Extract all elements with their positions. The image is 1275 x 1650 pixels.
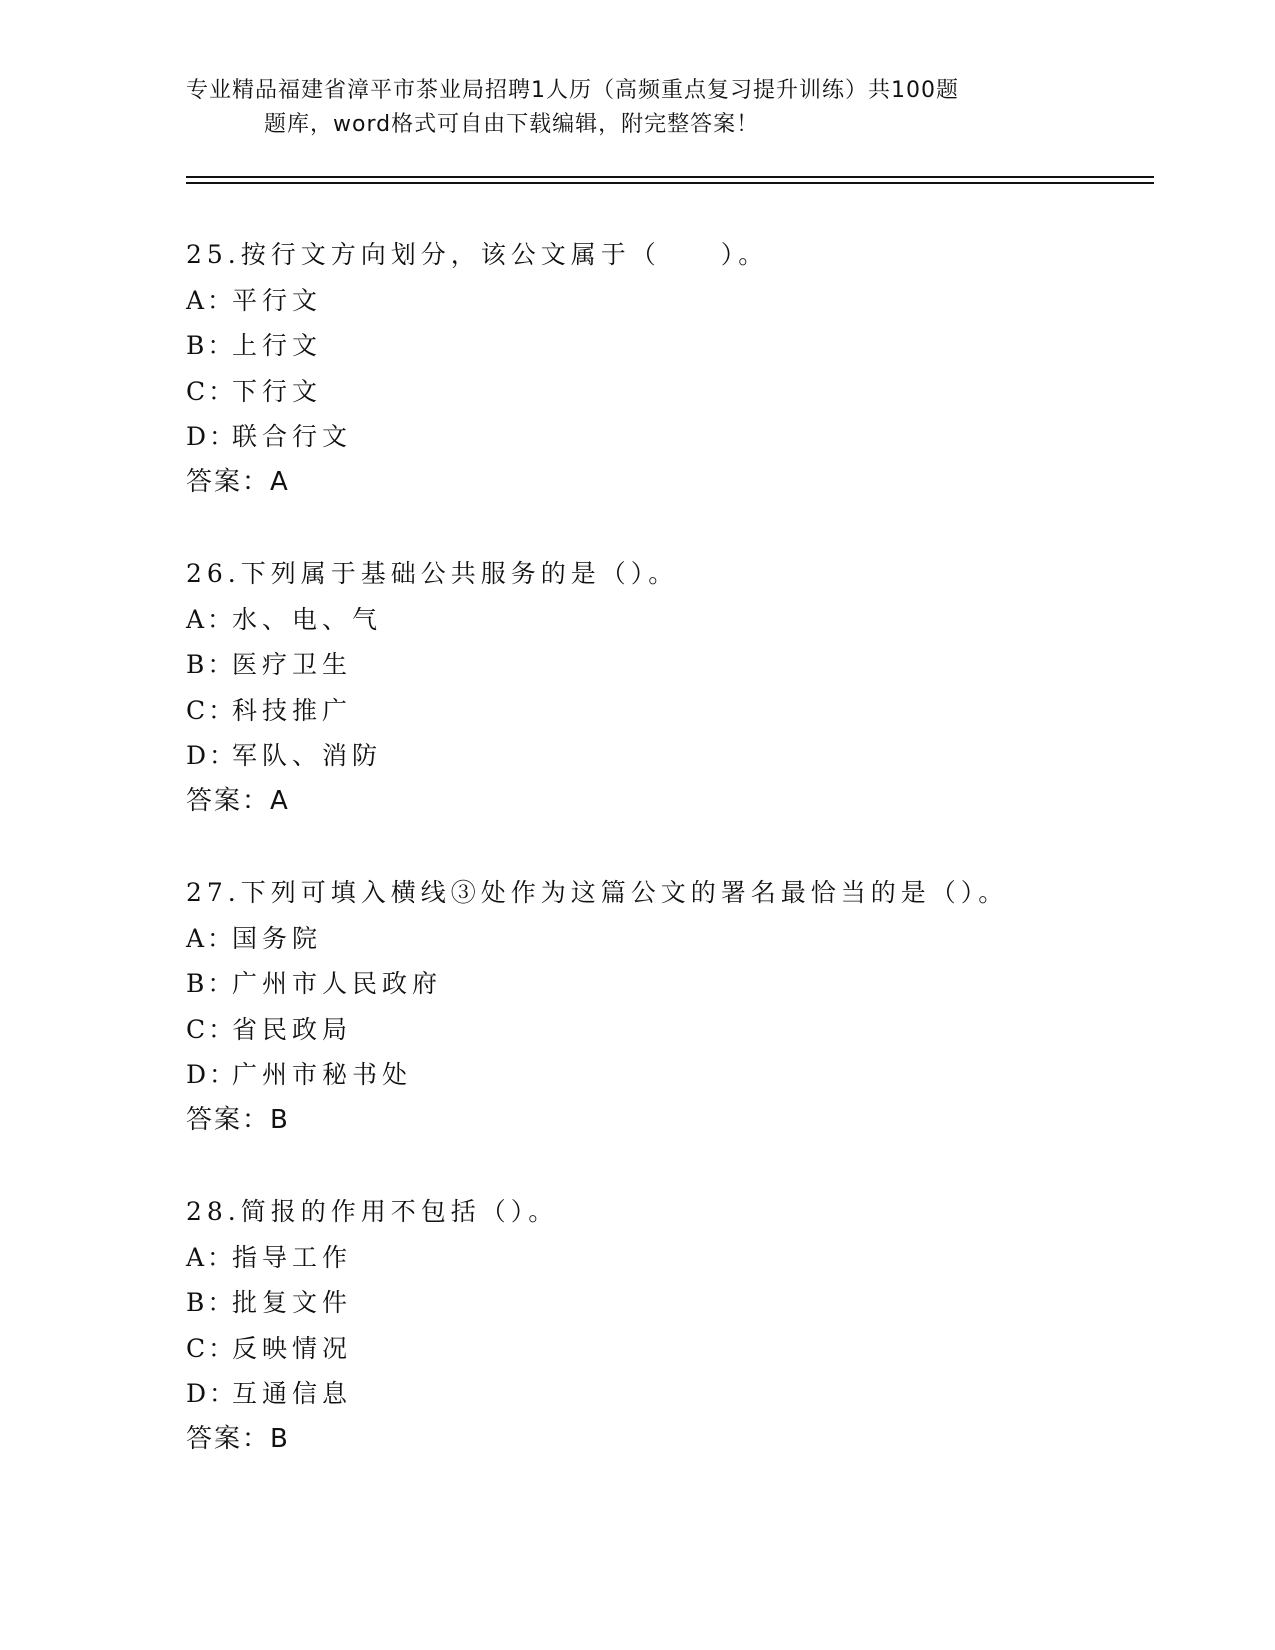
question-stem: 26.下列属于基础公共服务的是（）。 <box>186 559 679 588</box>
answer-line: 答案：B <box>186 1423 290 1454</box>
option-text: 下行文 <box>232 376 323 406</box>
answer-line: 答案：B <box>186 1104 290 1135</box>
option-text: 军队、消防 <box>232 741 383 770</box>
option-label: A： <box>186 604 236 634</box>
question-25 <box>186 232 1126 551</box>
option-a <box>186 278 1126 324</box>
header-divider-top <box>186 176 1154 178</box>
option-label: D： <box>186 741 238 770</box>
option-d <box>186 414 1126 460</box>
question-stem: 28.简报的作用不包括（）。 <box>186 1197 559 1226</box>
question-stem: 25.按行文方向划分，该公文属于（ ）。 <box>186 240 769 269</box>
option-text: 批复文件 <box>232 1288 353 1317</box>
option-b <box>186 1280 1126 1326</box>
option-text: 互通信息 <box>232 1379 353 1408</box>
option-text: 国务院 <box>232 923 323 953</box>
answer-line: 答案：A <box>186 466 290 497</box>
option-b <box>186 642 1126 688</box>
option-c <box>186 369 1126 415</box>
option-label: D： <box>186 1060 238 1089</box>
option-label: B： <box>186 650 236 679</box>
option-label: A： <box>186 923 236 953</box>
option-text: 医疗卫生 <box>232 650 353 679</box>
option-label: D： <box>186 422 238 451</box>
option-label: C： <box>186 376 237 406</box>
document-header <box>186 74 1046 142</box>
header-title-line-1: 专业精品福建省漳平市茶业局招聘1人历（高频重点复习提升训练）共100题 <box>186 78 959 103</box>
option-a <box>186 1235 1126 1281</box>
option-d <box>186 1371 1126 1417</box>
option-text: 省民政局 <box>232 1014 353 1044</box>
option-b <box>186 323 1126 369</box>
option-a <box>186 916 1126 962</box>
header-title-line-2: 题库，word格式可自由下载编辑，附完整答案！ <box>264 112 760 137</box>
option-text: 科技推广 <box>232 695 353 725</box>
option-c <box>186 1007 1126 1053</box>
option-c <box>186 1326 1126 1372</box>
option-b <box>186 961 1126 1007</box>
question-list <box>186 232 1126 1508</box>
option-label: B： <box>186 331 236 360</box>
option-text: 反映情况 <box>232 1333 353 1363</box>
header-divider-bottom <box>186 182 1154 184</box>
question-27 <box>186 870 1126 1189</box>
option-text: 联合行文 <box>232 422 353 451</box>
option-d <box>186 733 1126 779</box>
option-label: C： <box>186 1014 237 1044</box>
option-d <box>186 1052 1126 1098</box>
answer-line: 答案：A <box>186 785 290 816</box>
question-28 <box>186 1189 1126 1508</box>
option-label: B： <box>186 969 236 998</box>
option-text: 广州市人民政府 <box>232 969 443 998</box>
option-a <box>186 597 1126 643</box>
option-label: A： <box>186 1242 236 1272</box>
option-label: C： <box>186 1333 237 1363</box>
question-26 <box>186 551 1126 870</box>
option-text: 平行文 <box>232 285 323 315</box>
option-text: 广州市秘书处 <box>232 1060 413 1089</box>
option-text: 指导工作 <box>232 1242 353 1272</box>
option-label: D： <box>186 1379 238 1408</box>
option-label: A： <box>186 285 236 315</box>
option-label: B： <box>186 1288 236 1317</box>
option-label: C： <box>186 695 237 725</box>
question-stem: 27.下列可填入横线③处作为这篇公文的署名最恰当的是（）。 <box>186 878 1009 907</box>
option-c <box>186 688 1126 734</box>
option-text: 水、电、气 <box>232 604 383 634</box>
option-text: 上行文 <box>232 331 323 360</box>
